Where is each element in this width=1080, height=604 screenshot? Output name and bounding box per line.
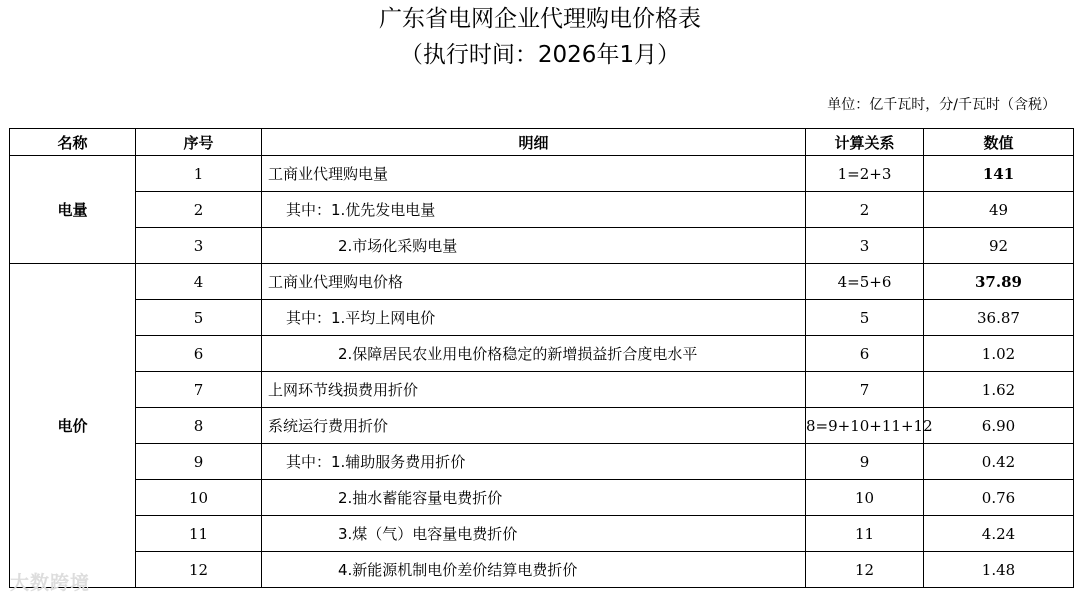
row-value-cell: 1.02 <box>924 336 1074 372</box>
row-number-cell: 4 <box>136 264 262 300</box>
row-detail-cell: 2.保障居民农业用电价格稳定的新增损益折合度电水平 <box>262 336 806 372</box>
row-number-cell: 9 <box>136 444 262 480</box>
page-subtitle: （执行时间：2026年1月） <box>399 42 681 68</box>
row-calc-cell: 1=2+3 <box>806 156 924 192</box>
row-detail-cell: 工商业代理购电价格 <box>262 264 806 300</box>
row-number-cell: 6 <box>136 336 262 372</box>
row-calc-cell: 2 <box>806 192 924 228</box>
row-number-cell: 5 <box>136 300 262 336</box>
header-calc: 计算关系 <box>806 129 924 156</box>
table-row <box>10 156 1074 192</box>
table-row <box>10 552 1074 588</box>
table-row <box>10 480 1074 516</box>
row-value-cell: 141 <box>924 156 1074 192</box>
row-detail-cell: 3.煤（气）电容量电费折价 <box>262 516 806 552</box>
header-value: 数值 <box>924 129 1074 156</box>
row-detail-cell: 系统运行费用折价 <box>262 408 806 444</box>
row-value-cell: 4.24 <box>924 516 1074 552</box>
row-detail-cell: 4.新能源机制电价差价结算电费折价 <box>262 552 806 588</box>
group-name-cell: 电价 <box>10 264 136 588</box>
row-value-cell: 6.90 <box>924 408 1074 444</box>
row-detail-cell: 2.抽水蓄能容量电费折价 <box>262 480 806 516</box>
table-row <box>10 228 1074 264</box>
row-detail-cell: 工商业代理购电量 <box>262 156 806 192</box>
row-calc-cell: 4=5+6 <box>806 264 924 300</box>
row-calc-cell: 10 <box>806 480 924 516</box>
row-value-cell: 1.48 <box>924 552 1074 588</box>
row-value-cell: 36.87 <box>924 300 1074 336</box>
row-detail-cell: 其中：1.平均上网电价 <box>262 300 806 336</box>
watermark: 大数跨境 <box>10 572 91 594</box>
row-value-cell: 49 <box>924 192 1074 228</box>
table-row <box>10 516 1074 552</box>
row-calc-cell: 6 <box>806 336 924 372</box>
row-number-cell: 7 <box>136 372 262 408</box>
table-row <box>10 372 1074 408</box>
group-name-cell: 电量 <box>10 156 136 264</box>
page-title: 广东省电网企业代理购电价格表 <box>379 6 701 32</box>
row-detail-cell: 上网环节线损费用折价 <box>262 372 806 408</box>
table-row <box>10 264 1074 300</box>
row-calc-cell: 3 <box>806 228 924 264</box>
row-number-cell: 10 <box>136 480 262 516</box>
table-row <box>10 408 1074 444</box>
row-number-cell: 8 <box>136 408 262 444</box>
row-calc-cell: 7 <box>806 372 924 408</box>
header-row <box>10 129 1074 156</box>
row-value-cell: 1.62 <box>924 372 1074 408</box>
table-row <box>10 192 1074 228</box>
row-calc-cell: 8=9+10+11+12 <box>806 408 924 444</box>
row-calc-cell: 5 <box>806 300 924 336</box>
table-row <box>10 444 1074 480</box>
row-value-cell: 0.76 <box>924 480 1074 516</box>
row-calc-cell: 9 <box>806 444 924 480</box>
row-number-cell: 2 <box>136 192 262 228</box>
unit-note: 单位：亿千瓦时，分/千瓦时（含税） <box>827 97 1056 113</box>
table-row <box>10 300 1074 336</box>
row-value-cell: 92 <box>924 228 1074 264</box>
header-detail: 明细 <box>262 129 806 156</box>
header-name: 名称 <box>10 129 136 156</box>
row-detail-cell: 其中：1.优先发电电量 <box>262 192 806 228</box>
row-number-cell: 12 <box>136 552 262 588</box>
row-number-cell: 1 <box>136 156 262 192</box>
row-calc-cell: 12 <box>806 552 924 588</box>
row-detail-cell: 2.市场化采购电量 <box>262 228 806 264</box>
table-body <box>10 156 1074 588</box>
row-calc-cell: 11 <box>806 516 924 552</box>
row-number-cell: 11 <box>136 516 262 552</box>
row-detail-cell: 其中：1.辅助服务费用折价 <box>262 444 806 480</box>
header-no: 序号 <box>136 129 262 156</box>
row-number-cell: 3 <box>136 228 262 264</box>
table-row <box>10 336 1074 372</box>
price-table <box>9 128 1074 588</box>
row-value-cell: 0.42 <box>924 444 1074 480</box>
row-value-cell: 37.89 <box>924 264 1074 300</box>
